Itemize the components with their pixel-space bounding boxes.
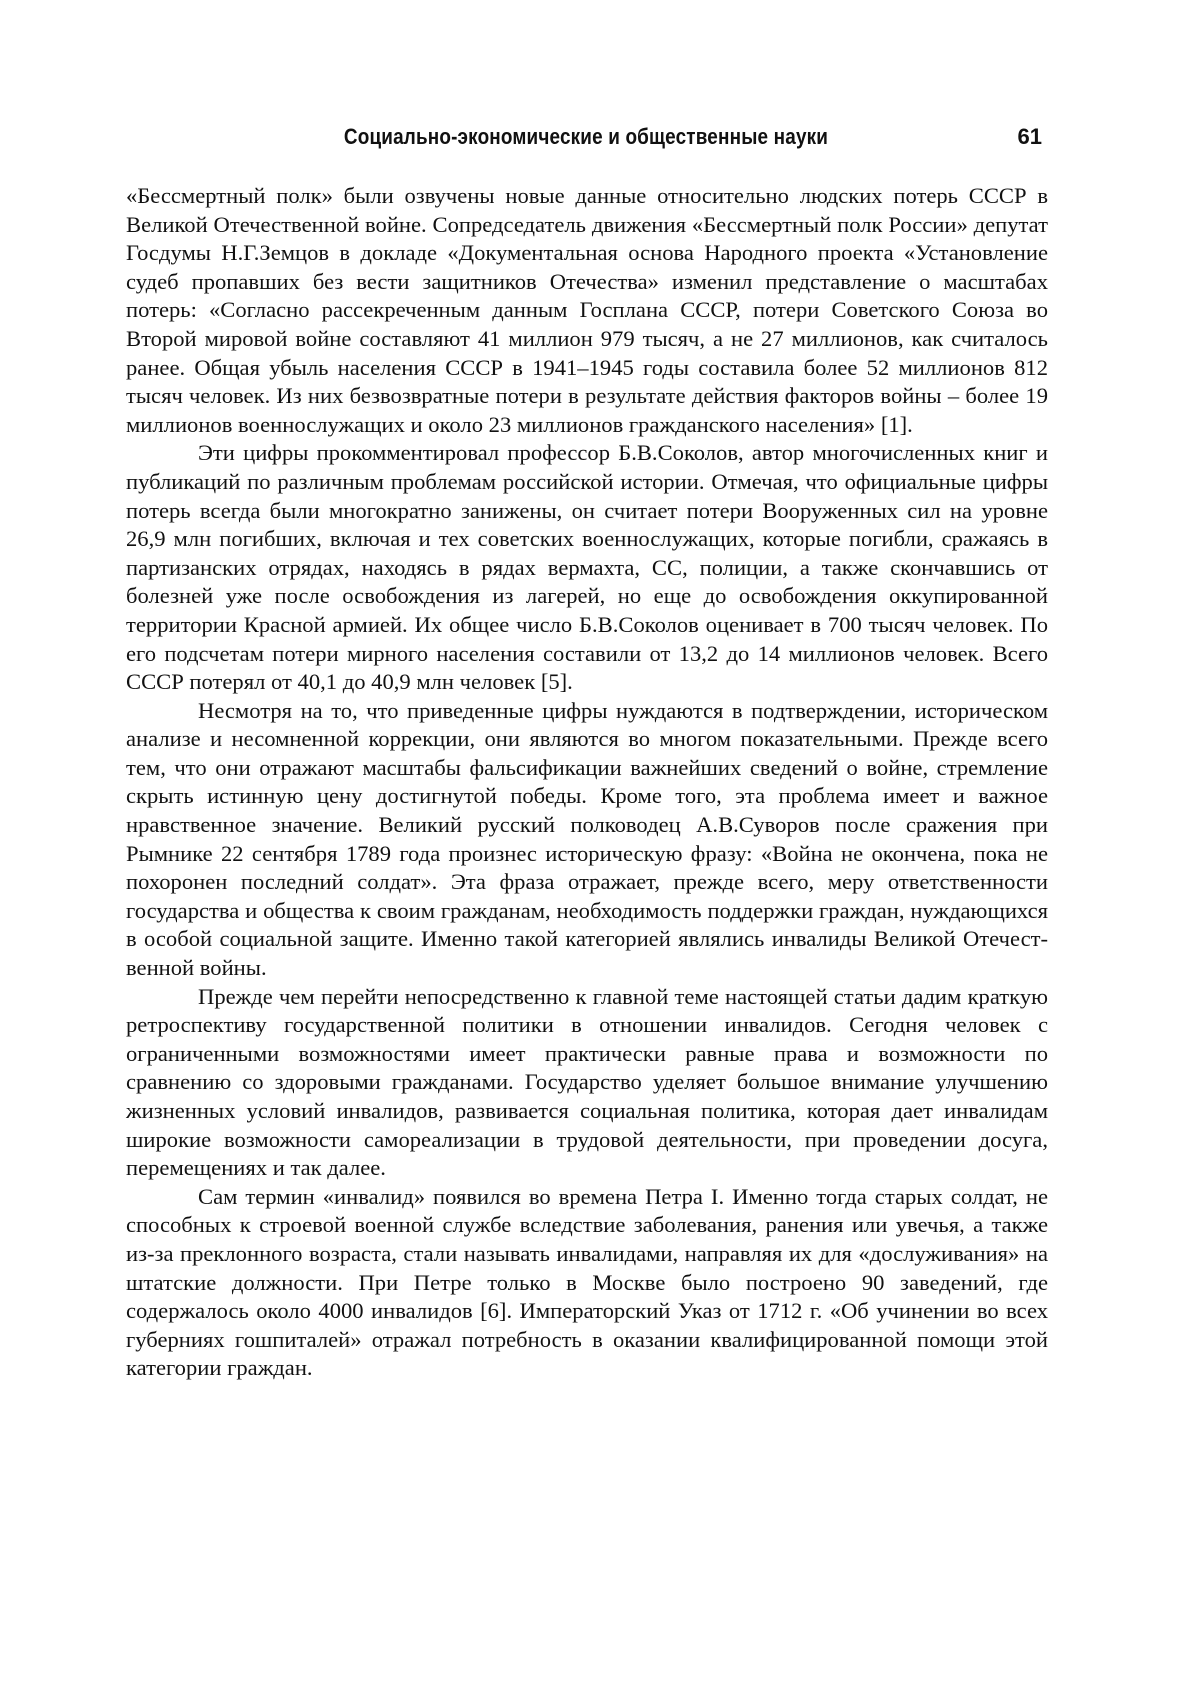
page-number: 61 (1017, 124, 1042, 149)
paragraph: Сам термин «инвалид» появился во времена Петра I. Именно тогда старых солдат, не способных к строевой военной службе вследствие заболевания, ранения или увечья, а также из-за преклонного возраста, стали называть инвалидами, направляя их для «дослуживания» на штатские должности. При Петре только в Москве было построено 90 заведений, где содержалось около 4000 инвалидов [6]. Императорский Указ от 1712 г. «Об учинении во всех губерниях гошпиталей» отражал потребность в оказании квалифицированной помощи этой категории граждан. (126, 1183, 1048, 1381)
article-body (126, 182, 1048, 1383)
paragraph: Эти цифры прокомментировал профессор Б.В.Соколов, автор многочисленных книг и публикаций по различным проблемам российской истории. Отмечая, что официальные цифры потерь всегда были многократно занижены, он считает потери Вооруженных сил на уровне 26,9 млн погибших, включая и тех советских военнослужащих, которые погибли, сражаясь в партизанских отрядах, находясь в рядах вермахта, СС, полиции, а также скончавшись от болезней уже после освобождения из лагерей, но еще до освобождения оккупированной территории Красной армией. Их общее число Б.В.Соколов оценивает в 700 тысяч человек. По его подсчетам потери мирного населения составили от 13,2 до 14 миллионов человек. Всего СССР потерял от 40,1 до 40,9 млн человек [5]. (126, 440, 1048, 695)
running-title: Социально-экономические и общественные науки (343, 124, 829, 149)
paragraph: Несмотря на то, что приведенные цифры нуждаются в подтверждении, историческом анализе и несомненной коррекции, они являются во многом показательными. Прежде всего тем, что они отражают масштабы фальсификации важнейших сведений о войне, стремление скрыть истинную цену достигнутой победы. Кроме того, эта проблема имеет и важное нравственное значение. Великий русский полководец А.В.Суворов после сражения при Рымнике 22 сентября 1789 года произнес историческую фразу: «Война не окончена, пока не похоронен последний солдат». Эта фраза отражает, прежде всего, меру ответственности государства и общества к своим гражданам, необходимость поддержки граждан, нуждающихся в особой социальной защите. Именно такой категорией являлись инвалиды Великой Отечественной войны. (126, 697, 1048, 981)
page-header (130, 124, 1042, 154)
paragraph: Прежде чем перейти непосредственно к главной теме настоящей статьи дадим краткую ретроспективу государственной политики в отношении инвалидов. Сегодня человек с ограниченными возможностями имеет практически равные права и возможности по сравнению со здоровыми гражданами. Государство уделяет большое внимание улучшению жизненных условий инвалидов, развивается социальная политика, которая дает инвалидам широкие возможности самореализации в трудовой деятельности, при проведении досуга, перемещениях и так далее. (126, 983, 1048, 1181)
paragraph-continuation: «Бессмертный полк» были озвучены новые данные относительно людских потерь СССР в Великой Отечественной войне. Сопредседатель движения «Бессмертный полк России» депутат Госдумы Н.Г.Земцов в докладе «Документальная основа Народного проекта «Установление судеб пропавших без вести защитников Отечества» изменил представление о масштабах потерь: «Согласно рассекреченным данным Госплана СССР, потери Советского Союза во Второй мировой войне составляют 41 миллион 979 тысяч, а не 27 миллионов, как считалось ранее. Общая убыль населения СССР в 1941–1945 годы составила более 52 миллионов 812 тысяч человек. Из них безвозвратные потери в результате действия факторов войны – более 19 миллионов военнослужащих и около 23 миллионов гражданского населения» [1]. (126, 183, 1048, 437)
